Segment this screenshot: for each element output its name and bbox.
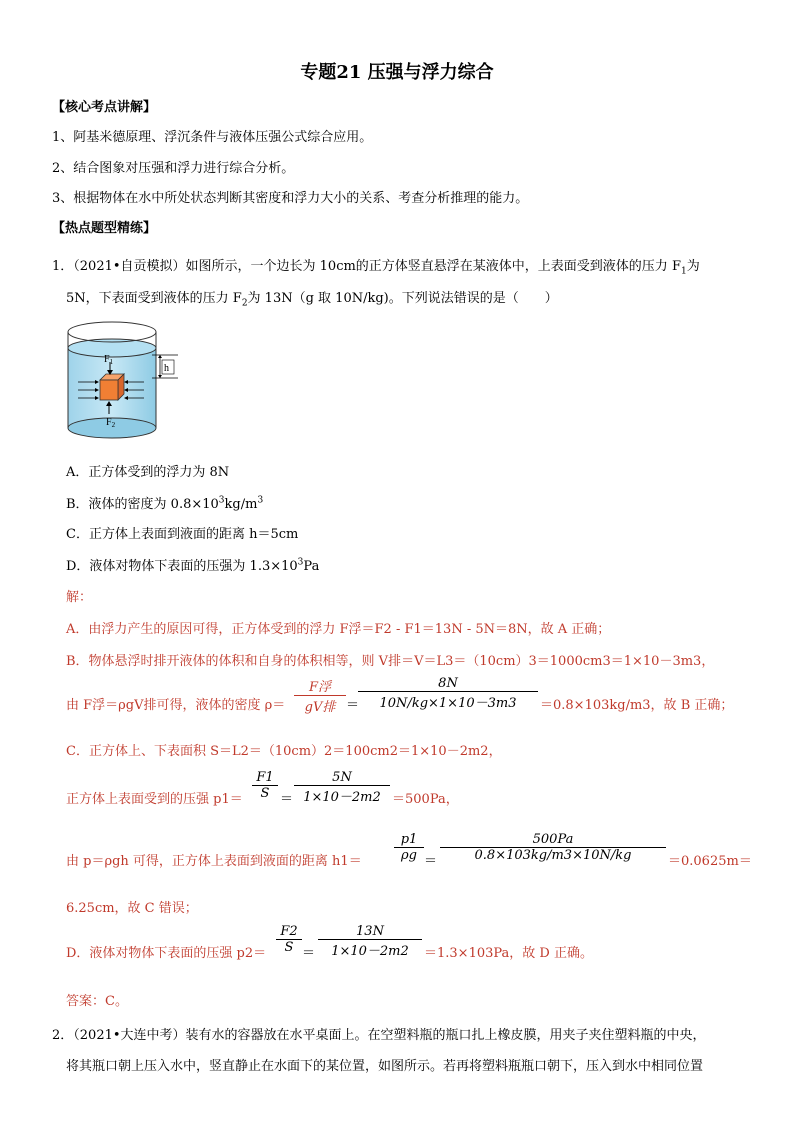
solution-d-result: ＝1.3×103Pa，故 D 正确。 [424, 946, 593, 961]
option-c: C．正方体上表面到液面的距离 h＝5cm [66, 527, 299, 542]
fraction-p2-values: 13N 1×10－2m2 [318, 924, 422, 959]
h-label: h [164, 363, 169, 374]
q1-stem-line2: 5N，下表面受到液体的压力 $F_2$为 13N（g 取 10N/kg)。下列说法错误的是（ ） [66, 291, 558, 309]
solution-b2-result: ＝0.8×103kg/m3，故 B 正确； [540, 698, 734, 713]
option-d: D．液体对物体下表面的压强为 $1.3\times 10^3Pa$ [66, 557, 320, 574]
f2-label: $F_2$ [106, 417, 116, 429]
solution-c2-result: ＝500Pa， [392, 792, 459, 807]
fraction-p1-values: 5N 1×10－2m2 [294, 770, 390, 805]
solution-c2-prefix: 正方体上表面受到的压强 p1＝ [66, 792, 243, 807]
page-title: 专题21 压强与浮力综合 [300, 62, 494, 83]
option-b: B．液体的密度为 $0.8\times 10^3kg/m^3$ [66, 495, 264, 512]
solution-c4: 6.25cm，故 C 错误； [66, 901, 198, 916]
fraction-density: F浮 gV排 [294, 676, 346, 715]
fraction-p1: F1 S [252, 770, 278, 801]
solution-a: A．由浮力产生的原因可得，正方体受到的浮力 F浮＝F2 - F1＝13N - 5N＝8N，故 A 正确； [66, 622, 611, 637]
section-heading-key-points: 【核心考点讲解】 [52, 100, 157, 115]
section-heading-practice: 【热点题型精练】 [52, 221, 157, 236]
solution-b2-prefix: 由 F浮＝ρgV排可得，液体的密度 ρ＝ [66, 698, 286, 713]
solution-b: B．物体悬浮时排开液体的体积和自身的体积相等，则 V排＝V＝L3＝（10cm）3＝1000cm3＝1×10－3m3， [66, 654, 715, 669]
answer: 答案：C。 [66, 994, 128, 1009]
fraction-p2: F2 S [276, 924, 302, 955]
solution-c: C．正方体上、下表面积 S＝L2＝（10cm）2＝100cm2＝1×10－2m2， [66, 744, 502, 759]
fraction-h1-values: 500Pa 0.8×103kg/m3×10N/kg [440, 832, 666, 863]
q2-stem-line1: 2．（2021•大连中考）装有水的容器放在水平桌面上。在空塑料瓶的瓶口扎上橡皮膜，用夹子夹住塑料瓶的中央， [52, 1028, 706, 1043]
solution-c3-result: ＝0.0625m＝ [668, 854, 752, 869]
beaker-cube-figure [60, 318, 190, 444]
point-2: 2、结合图象对压强和浮力进行综合分析。 [52, 161, 295, 176]
option-a: A．正方体受到的浮力为 8N [66, 465, 230, 480]
f1-label: $F_1$ [104, 354, 114, 366]
solution-c3-prefix: 由 p＝ρgh 可得，正方体上表面到液面的距离 h1＝ [66, 854, 362, 869]
cube-front-face [100, 380, 118, 400]
fraction-h1: p1 ρg [394, 832, 424, 863]
fraction-density-values: 8N 10N/kg×1×10－3m3 [358, 676, 538, 711]
point-1: 1、阿基米德原理、浮沉条件与液体压强公式综合应用。 [52, 130, 373, 145]
q1-stem-line1: 1．（2021•自贡模拟）如图所示，一个边长为 10cm的正方体竖直悬浮在某液体中，上表面受到液体的压力 $F_1$为 [52, 259, 700, 277]
solution-d-prefix: D．液体对物体下表面的压强 p2＝ [66, 946, 267, 961]
point-3: 3、根据物体在水中所处状态判断其密度和浮力大小的关系、考查分析推理的能力。 [52, 191, 529, 206]
solution-label: 解： [66, 590, 93, 605]
q2-stem-line2: 将其瓶口朝上压入水中，竖直静止在水面下的某位置，如图所示。若再将塑料瓶瓶口朝下，压入到水中相同位置 [66, 1059, 704, 1074]
